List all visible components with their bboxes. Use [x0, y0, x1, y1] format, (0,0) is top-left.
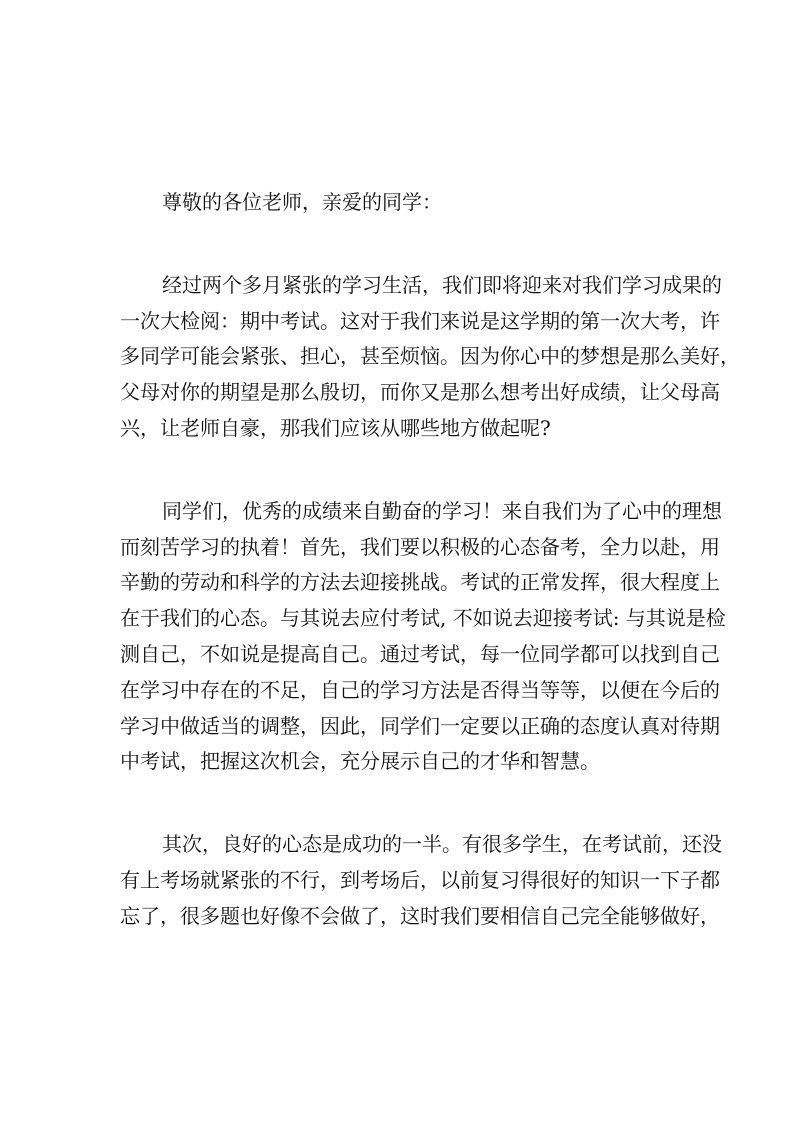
text-line: 在学习中存在的不足，自己的学习方法是否得当等等，以便在今后的 — [120, 677, 720, 702]
text-line: 辛勤的劳动和科学的方法去迎接挑战。考试的正常发挥，很大程度上 — [120, 570, 720, 595]
text-line: 经过两个多月紧张的学习生活，我们即将迎来对我们学习成果的 — [162, 272, 722, 297]
text-line: 在于我们的心态。与其说去应付考试, 不如说去迎接考试: 与其说是检 — [120, 606, 726, 631]
text-line: 忘了，很多题也好像不会做了，这时我们要相信自己完全能够做好， — [120, 903, 720, 928]
text-line: 有上考场就紧张的不行，到考场后，以前复习得很好的知识一下子都 — [120, 867, 720, 892]
paragraph — [120, 494, 726, 780]
text-line: 一次大检阅：期中考试。这对于我们来说是这学期的第一次大考，许 — [120, 308, 720, 333]
text-line: 学习中做适当的调整，因此，同学们一定要以正确的态度认真对待期 — [120, 713, 720, 738]
paragraph — [120, 827, 722, 934]
text-line: 多同学可能会紧张、担心，甚至烦恼。因为你心中的梦想是那么美好， — [120, 344, 740, 369]
text-line: 父母对你的期望是那么殷切，而你又是那么想考出好成绩，让父母高 — [120, 380, 720, 405]
document-body — [120, 185, 740, 935]
paragraph — [120, 268, 740, 447]
text-line: 尊敬的各位老师，亲爱的同学： — [162, 190, 442, 214]
text-line: 同学们，优秀的成绩来自勤奋的学习！来自我们为了心中的理想 — [162, 498, 722, 523]
text-line: 其次，良好的心态是成功的一半。有很多学生，在考试前，还没 — [162, 832, 722, 857]
text-line: 测自己，不如说是提高自己。通过考试，每一位同学都可以找到自己 — [120, 641, 720, 666]
text-line: 兴，让老师自豪，那我们应该从哪些地方做起呢? — [120, 415, 551, 440]
text-line: 而刻苦学习的执着！首先，我们要以积极的心态备考，全力以赴，用 — [120, 534, 720, 559]
text-line: 中考试，把握这次机会，充分展示自己的才华和智慧。 — [120, 749, 600, 774]
greeting-paragraph — [120, 185, 674, 221]
